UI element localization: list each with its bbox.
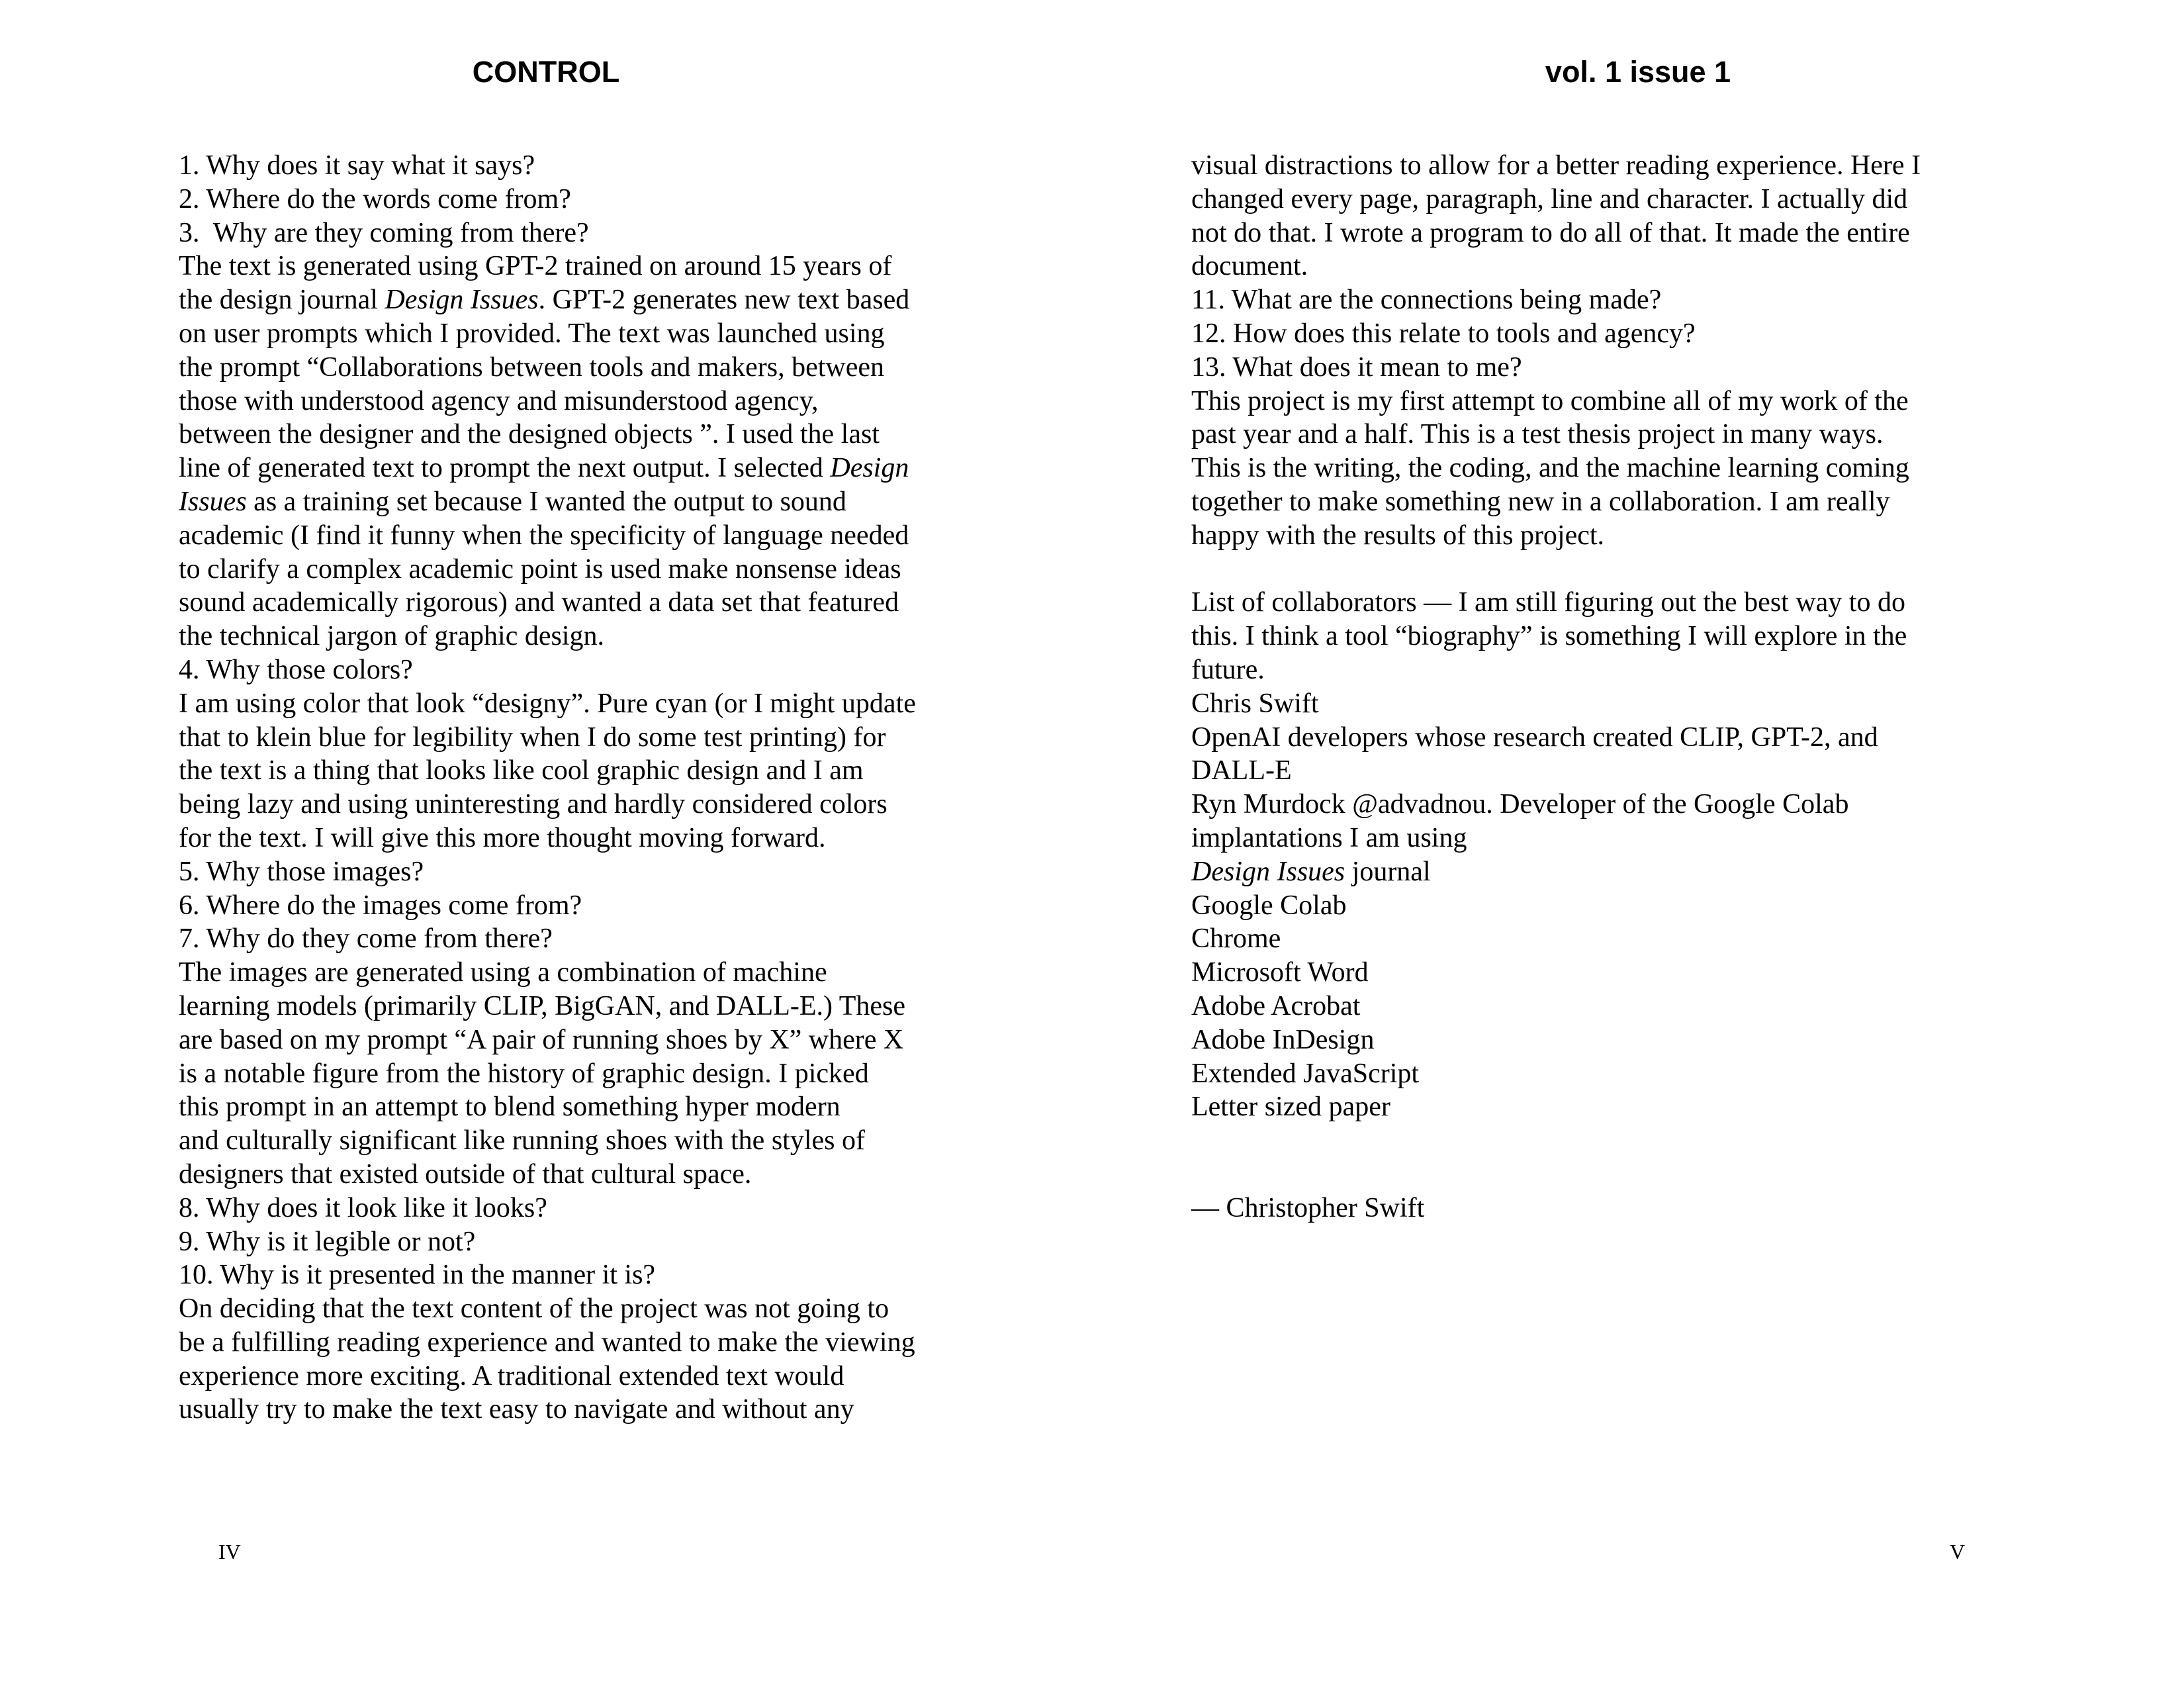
italic-text-segment: Design Issues [1191,856,1345,887]
text-line: Adobe InDesign [1191,1024,1375,1055]
text-line: be a fulfilling reading experience and wanted to make the viewing [179,1327,915,1358]
text-line: 12. How does this relate to tools and agency? [1191,318,1696,349]
text-segment: as a training set because I wanted the output to sound [246,486,846,517]
text-segment: . GPT-2 generates new text based [538,285,910,316]
text-segment: journal [1345,856,1431,887]
text-line: Ryn Murdock @advadnou. Developer of the Google Colab [1191,789,1849,820]
text-line: learning models (primarily CLIP, BigGAN, and DALL-E.) These [179,990,906,1021]
text-line: 1. Why does it say what it says? [179,150,535,181]
text-line: The images are generated using a combination of machine [179,957,827,988]
text-line: Adobe Acrobat [1191,990,1361,1021]
text-line: 13. What does it mean to me? [1191,352,1522,383]
text-line: future. [1191,654,1265,685]
text-line: the prompt “Collaborations between tools and makers, between [179,352,885,383]
text-line [179,283,1039,317]
text-line: 7. Why do they come from there? [179,923,553,955]
text-line: Letter sized paper [1191,1092,1390,1123]
text-line: Extended JavaScript [1191,1058,1420,1089]
text-segment: line of generated text to prompt the next output. I selected [179,453,831,484]
text-line: the text is a thing that looks like cool graphic design and I am [179,755,864,786]
text-line: changed every page, paragraph, line and character. I actually did [1191,183,1908,214]
text-line: this prompt in an attempt to blend something hyper modern [179,1092,841,1123]
text-line: usually try to make the text easy to navigate and without any [179,1394,854,1425]
text-line: 10. Why is it presented in the manner it is? [179,1260,656,1291]
text-line: is a notable figure from the history of graphic design. I picked [179,1058,869,1089]
text-line: 6. Where do the images come from? [179,890,582,921]
text-line: together to make something new in a collaboration. I am really [1191,486,1890,517]
text-line: not do that. I wrote a program to do all of that. It made the entire [1191,217,1910,248]
text-line: experience more exciting. A traditional extended text would [179,1360,844,1391]
text-line: past year and a half. This is a test thesis project in many ways. [1191,419,1884,450]
text-line: Chris Swift [1191,688,1319,719]
text-line: for the text. I will give this more thought moving forward. [179,822,826,853]
left-page-number: IV [218,1540,241,1564]
text-line: DALL-E [1191,755,1292,786]
text-line: that to klein blue for legibility when I do some test printing) for [179,722,886,753]
text-line: The text is generated using GPT-2 trained on around 15 years of [179,251,892,282]
italic-text-segment: Design [830,453,909,484]
text-line: are based on my prompt “A pair of running shoes by X” where X [179,1024,904,1055]
text-line: and culturally significant like running shoes with the styles of [179,1125,865,1156]
text-line: On deciding that the text content of the project was not going to [179,1293,889,1325]
text-line [1191,1124,2052,1158]
text-line: on user prompts which I provided. The text was launched using [179,318,885,349]
text-line: between the designer and the designed objects ”. I used the last [179,419,880,450]
text-line: 5. Why those images? [179,856,424,887]
text-line: implantations I am using [1191,822,1467,853]
text-line: designers that existed outside of that cultural space. [179,1158,752,1190]
text-line: Google Colab [1191,890,1347,921]
text-line: Chrome [1191,923,1281,955]
right-page-title: vol. 1 issue 1 [1545,55,1731,89]
text-line: 2. Where do the words come from? [179,183,571,214]
text-line: 4. Why those colors? [179,654,413,685]
text-line: This project is my first attempt to combine all of my work of the [1191,385,1909,416]
text-line: visual distractions to allow for a better reading experience. Here I [1191,150,1921,181]
text-line: 9. Why is it legible or not? [179,1226,476,1257]
text-segment: the design journal [179,285,385,316]
right-page-number: V [1950,1540,1966,1564]
text-line: academic (I find it funny when the specificity of language needed [179,520,909,551]
right-page-text-column [1191,149,2052,1225]
text-line: Microsoft Word [1191,957,1369,988]
text-line [179,451,1039,485]
italic-text-segment: Issues [179,486,247,517]
text-line: I am using color that look “designy”. Pure cyan (or I might update [179,688,916,719]
text-line: the technical jargon of graphic design. [179,621,605,652]
text-line: those with understood agency and misunderstood agency, [179,385,819,416]
text-line: 8. Why does it look like it looks? [179,1192,547,1223]
text-line: sound academically rigorous) and wanted a data set that featured [179,587,899,618]
text-line: document. [1191,251,1308,282]
text-line [1191,1158,2052,1192]
text-line: This is the writing, the coding, and the machine learning coming [1191,453,1909,484]
text-line: OpenAI developers whose research created CLIP, GPT-2, and [1191,722,1878,753]
text-line: 3. Why are they coming from there? [179,217,589,248]
left-page-text-column [179,149,1039,1427]
text-line [179,485,1039,519]
text-line: List of collaborators — I am still figuring out the best way to do [1191,587,1905,618]
text-line: this. I think a tool “biography” is something I will explore in the [1191,621,1907,652]
text-line [1191,553,2052,586]
left-page-title: CONTROL [472,55,620,89]
text-line: to clarify a complex academic point is used make nonsense ideas [179,553,901,585]
text-line: happy with the results of this project. [1191,520,1605,551]
text-line: being lazy and using uninteresting and hardly considered colors [179,789,887,820]
text-line [1191,855,2052,889]
text-line: — Christopher Swift [1191,1192,1425,1223]
text-line: 11. What are the connections being made? [1191,285,1662,316]
italic-text-segment: Design Issues [385,285,539,316]
